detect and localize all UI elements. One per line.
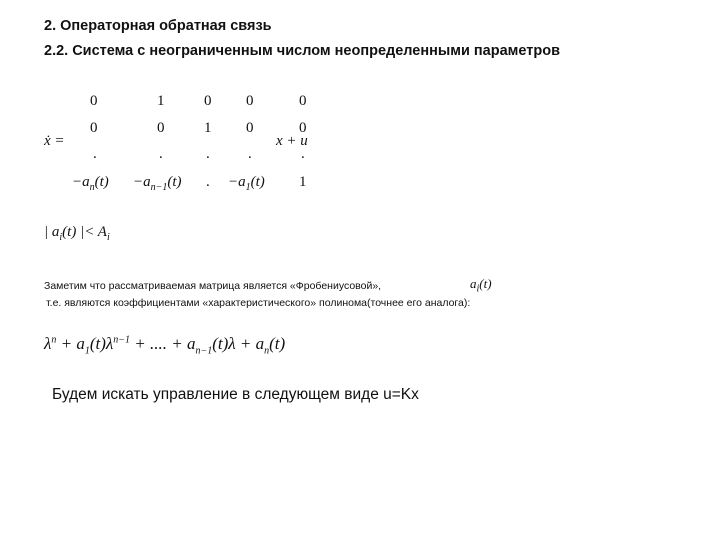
matrix-cell: 0 — [157, 120, 165, 136]
matrix-cell: . — [159, 146, 163, 162]
matrix-cell: $-a_{n-1}(t)$ — [133, 174, 182, 193]
heading-line-1: 2. Операторная обратная связь — [44, 18, 272, 34]
matrix-cell: 1 — [299, 174, 307, 190]
coefficient-symbol: $a_i(t)$ — [470, 276, 492, 295]
matrix-cell: . — [93, 146, 97, 162]
matrix-cell: 0 — [299, 120, 307, 136]
matrix-cell: . — [206, 174, 210, 190]
note-line-1: Заметим что рассматриваемая матрица является «Фробениусовой», — [44, 280, 382, 292]
matrix-cell: 0 — [204, 93, 212, 109]
matrix-cell: 1 — [157, 93, 165, 109]
matrix-cell: 0 — [246, 120, 254, 136]
matrix-cell: 0 — [90, 120, 98, 136]
matrix-cell: 0 — [90, 93, 98, 109]
heading-line-2: 2.2. Система с неограниченным числом неопределенными параметров — [44, 43, 560, 59]
equation-rhs: x + u — [276, 133, 308, 149]
equation-lhs: ẋ = — [44, 133, 65, 149]
matrix-cell: $-a_n(t)$ — [72, 174, 109, 193]
matrix-cell: 0 — [299, 93, 307, 109]
matrix-cell: . — [206, 146, 210, 162]
bound-inequality: | $a_i(t)$ |< $A_i$ — [44, 224, 110, 243]
characteristic-polynomial: $\lambda^n + a_1(t)\lambda^{n-1}$ + .... + $a_{n-1}(t)\lambda + a_n(t)$ — [44, 334, 286, 357]
matrix-cell: $-a_1(t)$ — [228, 174, 265, 193]
matrix-cell: 1 — [204, 120, 212, 136]
conclusion-text: Будем искать управление в следующем виде u=Kx — [52, 386, 419, 403]
note-line-2: т.е. являются коэффициентами «характеристического» полинома(точнее его аналога): — [46, 297, 471, 309]
matrix-cell: 0 — [246, 93, 254, 109]
matrix-cell: . — [301, 146, 305, 162]
matrix-cell: . — [248, 146, 252, 162]
